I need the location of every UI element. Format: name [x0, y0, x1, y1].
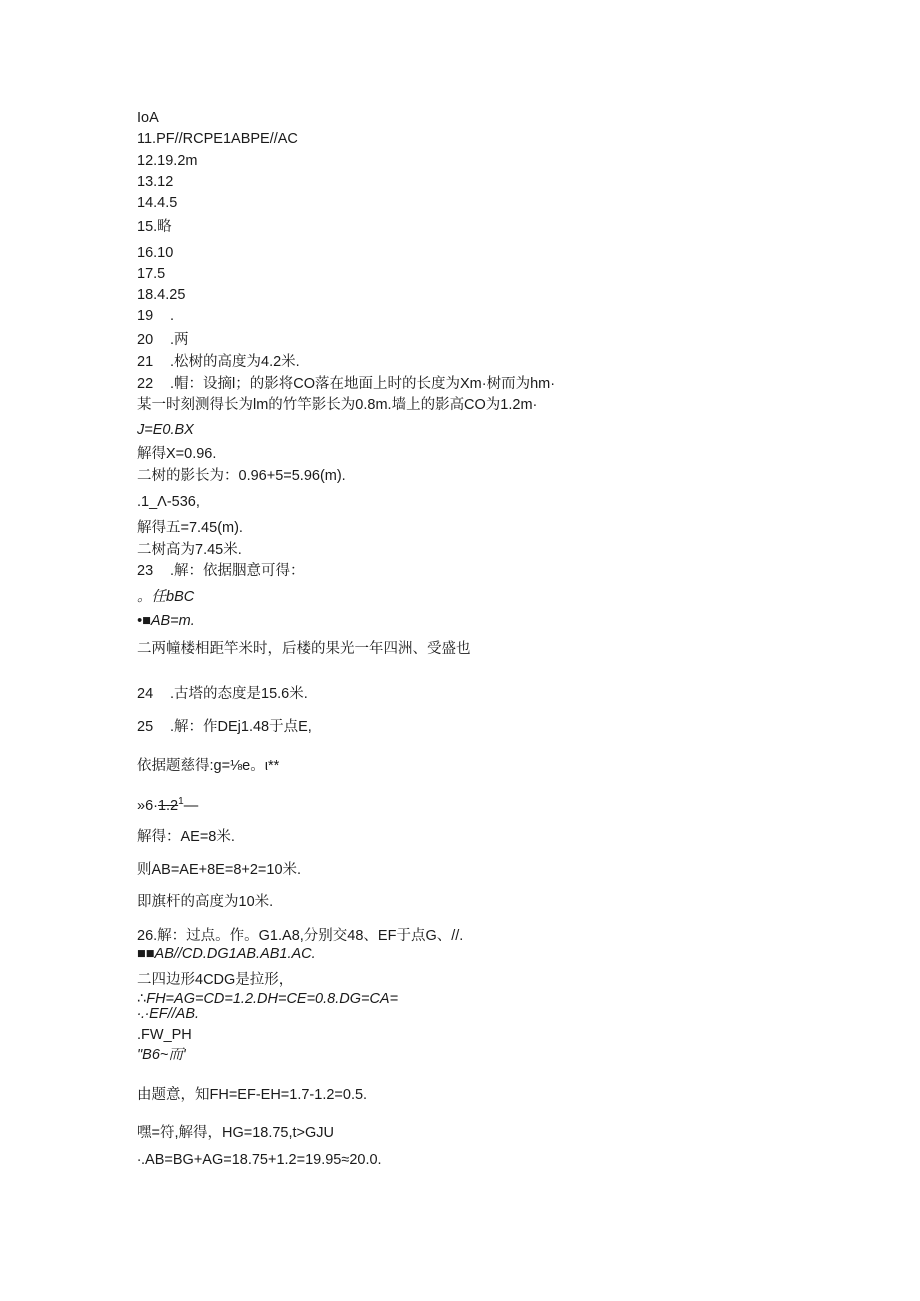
- answer-23-number: 23: [137, 563, 154, 579]
- answer-12: 12.19.2m: [137, 153, 198, 169]
- answer-22: [137, 375, 555, 393]
- answer-18: 18.4.25: [137, 287, 186, 303]
- answer-19-number: 19: [137, 308, 154, 324]
- answer-23-line-4: 二两幢楼相距竿米时，后楼的果光一年四洲、受盛也: [137, 641, 471, 657]
- answer-25: [137, 718, 312, 736]
- answer-24: [137, 685, 308, 703]
- answer-25-line-4: 解得：AE=8米.: [137, 829, 235, 845]
- answer-26-line-5-text: ∙.∙EF//AB.: [137, 1006, 200, 1022]
- answer-26-line-6: .FW_PH: [137, 1027, 192, 1043]
- answer-25-line-6: 即旗杆的高度为10米.: [137, 894, 274, 910]
- answer-20-number: 20: [137, 332, 154, 348]
- answer-20: [137, 331, 189, 349]
- answer-26-line-3: 二四边形4CDG是拉形，: [137, 972, 294, 988]
- answer-25-line-3-dash: —: [183, 798, 199, 814]
- answer-22-line-8: 二树高为7.45米.: [137, 542, 242, 558]
- answer-19: [137, 307, 174, 325]
- answer-25-number: 25: [137, 719, 154, 735]
- answer-26-line-7: [137, 1046, 186, 1064]
- answer-22-line-2: 某一时刻测得长为lm的竹竿影长为0.8m.墙上的影高CO为1.2m·: [137, 397, 538, 413]
- answer-22-line-4: 解得X=0.96.: [137, 446, 217, 462]
- answer-25-line-5: 则AB=AE+8E=8+2=10米.: [137, 862, 302, 878]
- answer-22-line-6: .1_Λ-536,: [137, 494, 200, 510]
- answer-22-line-3-text: J=E0.BX: [137, 422, 194, 438]
- answer-26-line-9: 嘿=符,解得，HG=18.75,t>GJU: [137, 1125, 335, 1141]
- answer-23-line-3: [137, 612, 195, 630]
- answer-25-text: .解：作DEj1.48于点E,: [170, 719, 312, 735]
- answer-17: 17.5: [137, 266, 166, 282]
- answer-16: 16.10: [137, 245, 174, 261]
- answer-23-text: .解：依据胭意可得：: [170, 563, 305, 579]
- answer-15: 15.略: [137, 219, 172, 235]
- answer-26-line-4-text: ∴FH=AG=CD=1.2.DH=CE=0.8.DG=CA=: [137, 991, 399, 1007]
- answer-23: [137, 562, 305, 580]
- answer-22-line-7: 解得五=7.45(m).: [137, 520, 243, 536]
- answer-22-number: 22: [137, 376, 154, 392]
- answer-23-line-3-text: •■AB=m.: [137, 613, 195, 629]
- answer-24-text: .古塔的态度是15.6米.: [170, 686, 308, 702]
- answer-23-line-2-text: 。任bBC: [137, 589, 195, 605]
- answer-25-line-2: 依据题慈得:g=⅛e。ι**: [137, 758, 280, 774]
- answer-21: [137, 353, 300, 371]
- answer-25-line-3-prefix: »6·: [137, 798, 158, 814]
- answer-22-text: .帽：设摘l；的影将CO落在地面上时的长度为Xm·树而为hm·: [170, 376, 556, 392]
- answer-10: IoA: [137, 110, 159, 126]
- answer-21-number: 21: [137, 354, 154, 370]
- answer-23-line-2: [137, 588, 194, 606]
- answer-22-line-3: [137, 421, 194, 439]
- answer-22-line-5: 二树的影长为：0.96+5=5.96(m).: [137, 468, 346, 484]
- answer-26-line-8: 由题意，知FH=EF-EH=1.7-1.2=0.5.: [137, 1087, 368, 1103]
- answer-19-text: .: [170, 308, 175, 324]
- answer-26-line-7-text: "B6~而': [137, 1047, 186, 1063]
- answer-25-line-3-struck: 1.2: [157, 798, 179, 814]
- answer-26-line-2-text: ■■AB//CD.DG1AB.AB1.AC.: [137, 946, 316, 962]
- answer-26-line-5: [137, 1005, 199, 1023]
- answer-26: 26.解：过点。作。G1.A8,分别交48、EF于点G、//.: [137, 928, 464, 944]
- answer-21-text: .松树的高度为4.2米.: [170, 354, 300, 370]
- answer-11: 11.PF//RCPE1ABPE//AC: [137, 131, 298, 147]
- answer-20-text: .两: [170, 332, 189, 348]
- answer-14: 14.4.5: [137, 195, 178, 211]
- answer-24-number: 24: [137, 686, 154, 702]
- answer-26-line-10: ∙.AB=BG+AG=18.75+1.2=19.95≈20.0.: [137, 1152, 382, 1168]
- answer-13: 13.12: [137, 174, 174, 190]
- answer-25-line-3: [137, 793, 198, 815]
- answer-25-line-3-superscript: 1: [178, 796, 184, 807]
- answer-26-line-2: [137, 945, 316, 963]
